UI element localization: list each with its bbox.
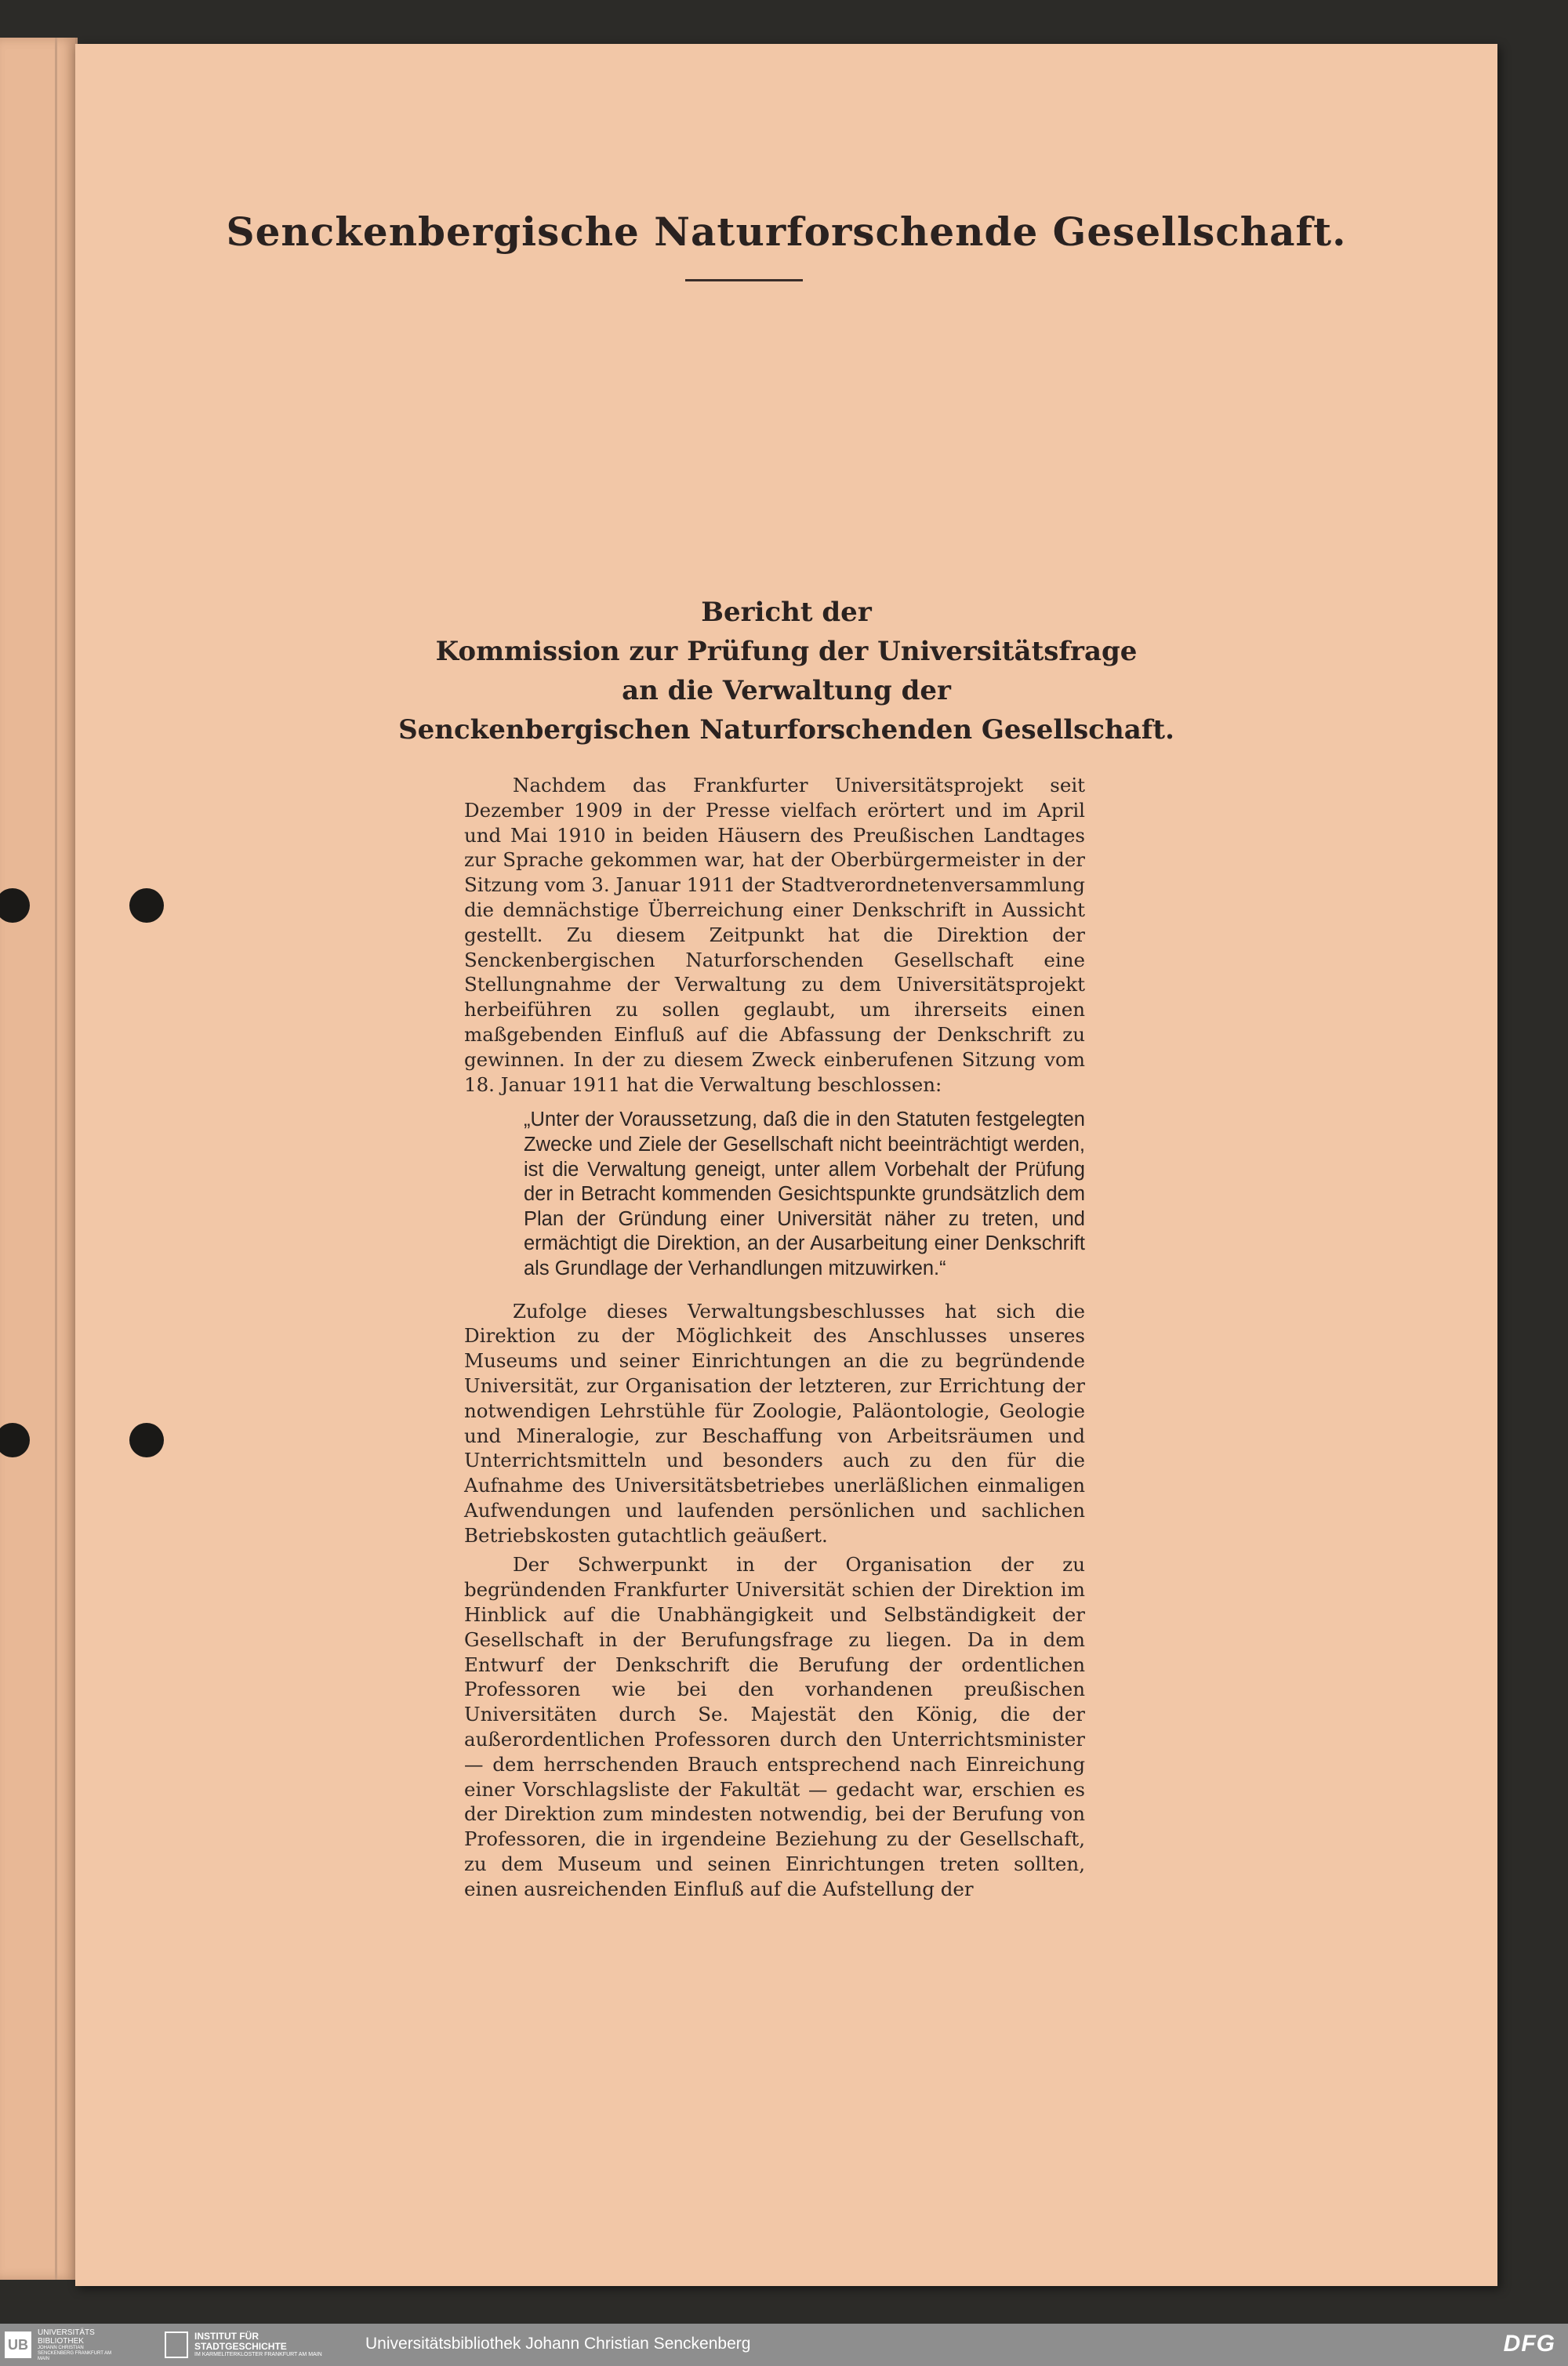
body-text — [464, 773, 1085, 1907]
isg-name: INSTITUT FÜR STADTGESCHICHTE — [194, 2331, 287, 2352]
dfg-logo[interactable]: DFG — [1503, 2331, 1555, 2357]
footer-bar — [0, 2324, 1568, 2366]
page-fold — [55, 38, 57, 2280]
left-page-edge — [0, 38, 78, 2280]
isg-logo-mark — [165, 2332, 188, 2358]
isg-logo[interactable] — [165, 2330, 336, 2360]
isg-subtitle: IM KARMELITERKLOSTER FRANKFURT AM MAIN — [194, 2352, 322, 2357]
heading-line: an die Verwaltung der — [622, 675, 951, 706]
heading-line: Kommission zur Prüfung der Universitätsfrage — [435, 636, 1138, 667]
paragraph: Der Schwerpunkt in der Organisation der zu begründenden Frankfurter Universität schien der Direktion im Hinblick auf die Unabhängigkeit und Selbständigkeit der Gesellschaft in der Berufungsfrage zu liegen. Da in dem Entwurf der Denkschrift die Berufung der ordentlichen Professoren wie bei den vorhandenen preußischen Universitäten durch Se. Majestät den König, die der außerordentlichen Professoren durch den Unterrichtsminister — dem herrschenden Brauch entsprechend nach Einreichung einer Vorschlagsliste der Fakultät — gedacht war, erschien es der Direktion zum mindesten notwendig, bei der Berufung von Professoren, die in irgendeine Beziehung zu der Gesellschaft, zu dem Museum und seinen Einrichtungen treten sollten, einen ausreichenden Einfluß auf die Aufstellung der — [464, 1553, 1085, 1900]
resolution-quote: „Unter der Voraussetzung, daß die in den Statuten festgelegten Zwecke und Ziele der Gesellschaft nicht beeinträchtigt werden, ist die Verwaltung geneigt, unter allem Vorbehalt der Prüfung der in Betracht kommenden Gesichtspunkte grundsätzlich dem Plan der Gründung einer Universität näher zu treten, und ermächtigt die Direktion, an der Ausarbeitung einer Denkschrift als Grundlage der Verhandlungen mitzuwirken.“ — [524, 1109, 1085, 1279]
paragraph: Zufolge dieses Verwaltungsbeschlusses hat sich die Direktion zu der Möglichkeit des Anschlusses unseres Museums und seiner Einrichtungen an die zu begründende Universität, zur Organisation der letzteren, zur Errichtung der notwendigen Lehrstühle für Zoologie, Paläontologie, Geologie und Mineralogie, zur Beschaffung von Arbeitsräumen und Unterrichtsmitteln und besonders auch zu den für die Aufnahme des Universitätsbetriebes unerläßlichen einmaligen Aufwendungen und laufenden persönlichen und sachlichen Betriebskosten gutachtlich geäußert. — [464, 1299, 1085, 1547]
paragraph: Nachdem das Frankfurter Universitätsprojekt seit Dezember 1909 in der Presse vielfach erörtert und im April und Mai 1910 in beiden Häusern des Preußischen Landtages zur Sprache gekommen war, hat der Oberbürgermeister in der Sitzung vom 3. Januar 1911 der Stadtverordnetenversammlung die demnächstige Überreichung einer Denkschrift in Aussicht gestellt. Zu diesem Zeitpunkt hat die Direktion der Senckenbergischen Naturforschenden Gesellschaft eine Stellungnahme der Verwaltung zu dem Universitätsprojekt herbeiführen zu sollen geglaubt, um ihrerseits einen maßgebenden Einfluß auf die Abfassung der Denkschrift zu gewinnen. In der zu diesem Zweck einberufenen Sitzung vom 18. Januar 1911 hat die Verwaltung beschlossen: — [464, 774, 1085, 1096]
footer-credit: Universitätsbibliothek Johann Christian Senckenberg — [365, 2335, 751, 2353]
ub-logo-mark: UB — [5, 2332, 31, 2358]
ub-subtitle: JOHANN CHRISTIAN SENCKENBERG FRANKFURT AM MAIN — [38, 2345, 112, 2361]
heading-line: Senckenbergischen Naturforschenden Gesellschaft. — [398, 714, 1174, 746]
ub-logo[interactable] — [5, 2330, 116, 2360]
page-title: Senckenbergische Naturforschende Gesellschaft. — [226, 209, 1347, 255]
isg-logo-name — [194, 2332, 336, 2358]
report-heading — [75, 593, 1497, 749]
ub-logo-name — [38, 2328, 116, 2362]
punch-hole-upper — [129, 888, 164, 923]
document-page — [75, 44, 1497, 2286]
ub-name: UNIVERSITÄTS BIBLIOTHEK — [38, 2328, 95, 2346]
heading-line: Bericht der — [701, 597, 872, 628]
title-rule — [685, 279, 803, 281]
punch-hole-lower — [129, 1423, 164, 1457]
